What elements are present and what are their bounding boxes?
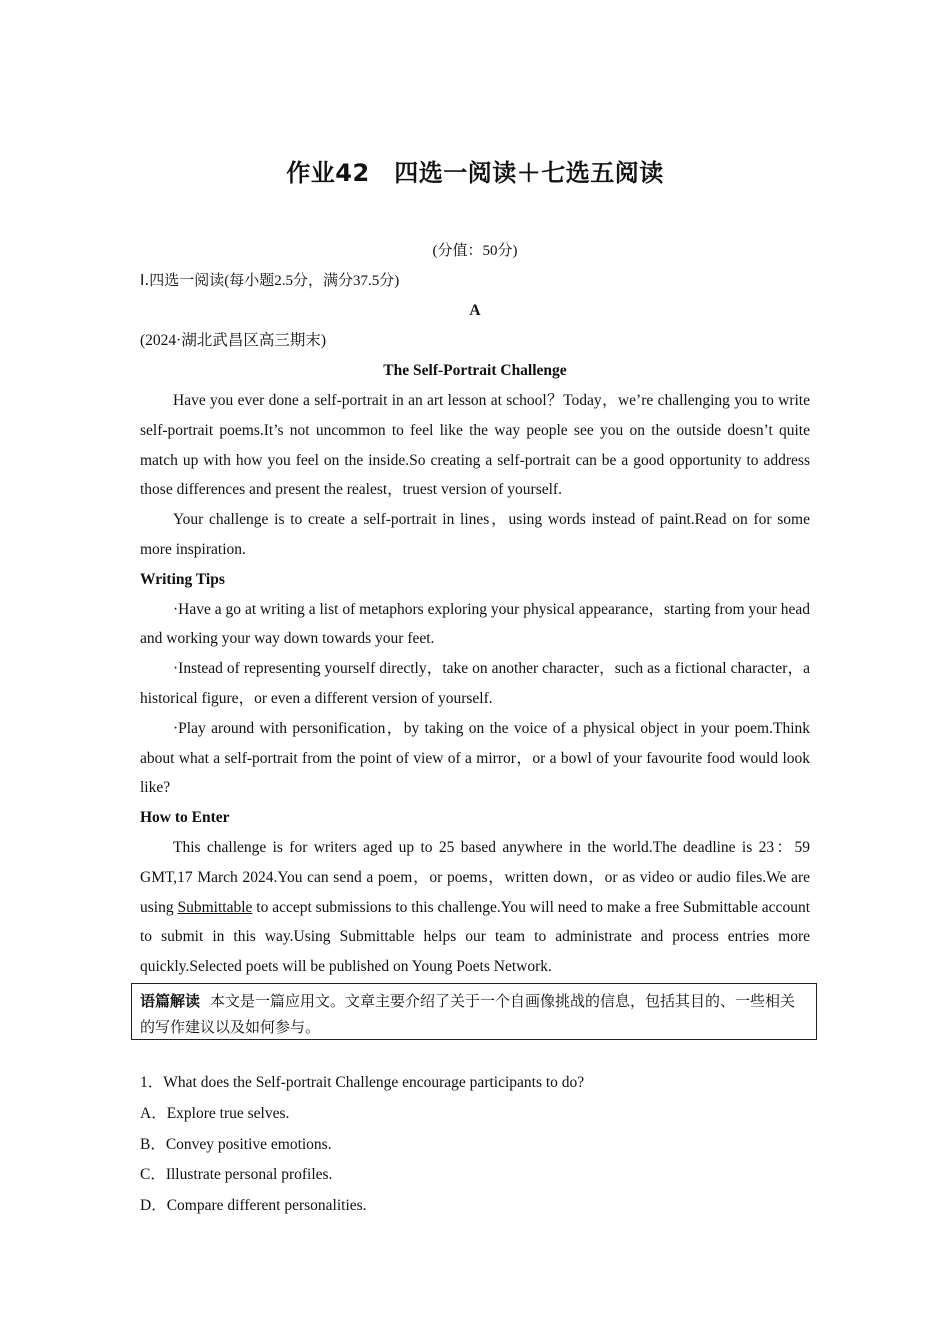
question-1-option-c: C．Illustrate personal profiles. bbox=[140, 1166, 333, 1183]
question-1-option-a: A．Explore true selves. bbox=[140, 1105, 290, 1122]
question-1-option-b: B．Convey positive emotions. bbox=[140, 1136, 332, 1153]
analysis-label: 语篇解读 bbox=[140, 992, 201, 1010]
paragraph-3-end: to accept submissions to this challenge.You will need to make a free Submittable account to submit in this way.Using Submittable helps our team to administrate and process entries more quickly.Selected poets will be published on Young Poets Network. bbox=[140, 898, 810, 976]
analysis-text: 本文是一篇应用文。文章主要介绍了关于一个自画像挑战的信息，包括其目的、一些相关的写作建议以及如何参与。 bbox=[140, 994, 796, 1036]
question-1-option-d: D．Compare different personalities. bbox=[140, 1197, 367, 1214]
article-paragraph-1: Have you ever done a self-portrait in an art lesson at school？Today，we’re challenging you to write self-portrait poems.It’s not uncommon to feel like the way people see you on the outside doesn’t quite match up with how you feel on the inside.So creating a self-portrait can be a good opportunity to address those differences and present the realest，truest version of yourself. bbox=[140, 392, 810, 499]
text-analysis-box bbox=[131, 983, 817, 1040]
submittable-link[interactable]: Submittable bbox=[177, 898, 253, 916]
section-title-line bbox=[140, 270, 810, 291]
writing-tips-heading: Writing Tips bbox=[140, 570, 225, 588]
article-title: The Self-Portrait Challenge bbox=[383, 362, 567, 379]
article-paragraph-3 bbox=[140, 833, 810, 982]
section-note: (每小题2.5分，满分37.5分) bbox=[224, 273, 400, 289]
article-paragraph-2: Your challenge is to create a self-portrait in lines，using words instead of paint.Read on for some more inspiration. bbox=[140, 511, 810, 558]
section-label: Ⅰ.四选一阅读 bbox=[140, 271, 225, 289]
writing-tip-2: ·Instead of representing yourself directly，take on another character，such as a fictional character，a historical figure，or even a different version of yourself. bbox=[140, 660, 810, 707]
how-to-enter-heading: How to Enter bbox=[140, 809, 230, 827]
page-title: 作业42 四选一阅读＋七选五阅读 bbox=[286, 159, 664, 187]
question-1-stem: 1．What does the Self-portrait Challenge encourage participants to do? bbox=[140, 1074, 585, 1091]
score-value: (分值：50分) bbox=[432, 243, 518, 259]
source-note: (2024·湖北武昌区高三期末) bbox=[140, 332, 326, 349]
writing-tip-3: ·Play around with personification，by taking on the voice of a physical object in your poem.Think about what a self-portrait from the point of view of a mirror，or a bowl of your favourite food would look like? bbox=[140, 719, 810, 797]
section-header bbox=[140, 270, 810, 982]
paragraph-3-start: This challenge is for writers aged up to 25 based anywhere in the world.The deadline is 23：59 GMT,17 March 2024.You can send a poem，or poems，written down，or as video or audio files.We are using bbox=[140, 838, 810, 916]
writing-tip-1: ·Have a go at writing a list of metaphors exploring your physical appearance，starting from your head and working your way down towards your feet. bbox=[140, 600, 810, 648]
part-label: A bbox=[469, 302, 481, 319]
